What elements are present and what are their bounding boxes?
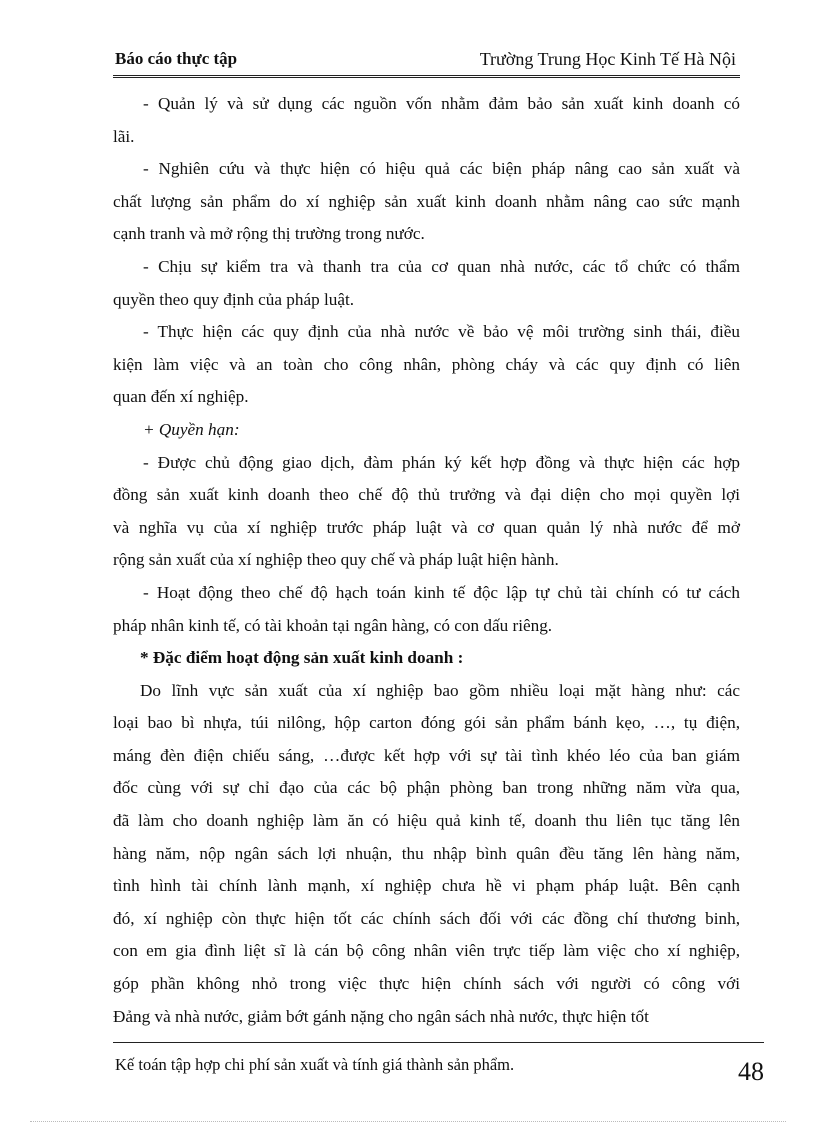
body-line: đó, xí nghiệp còn thực hiện tốt các chính sách đối với các đồng chí thương binh,: [113, 908, 740, 928]
body-line: máng đèn điện chiếu sáng, …được kết hợp với sự tài tình khéo léo của ban giám: [113, 745, 740, 765]
page-body: [113, 88, 740, 1033]
body-line: quan đến xí nghiệp.: [113, 387, 249, 407]
body-line: đốc cùng với sự chỉ đạo của các bộ phận phòng ban trong những năm vừa qua,: [113, 778, 740, 798]
body-line: quyền theo quy định của pháp luật.: [113, 289, 355, 309]
body-line: - Nghiên cứu và thực hiện có hiệu quả các biện pháp nâng cao sản xuất và: [143, 159, 740, 179]
body-line: lãi.: [113, 126, 135, 146]
body-line: loại bao bì nhựa, túi nilông, hộp carton đóng gói sản phẩm bánh kẹo, …, tụ điện,: [113, 713, 740, 733]
body-line: cạnh tranh và mở rộng thị trường trong nước.: [113, 224, 425, 244]
body-line: Đảng và nhà nước, giảm bớt gánh nặng cho ngân sách nhà nước, thực hiện tốt: [113, 1006, 649, 1026]
body-line: đồng sản xuất kinh doanh theo chế độ thủ trưởng và đại diện cho mọi quyền lợi: [113, 485, 740, 505]
body-line: góp phần không nhỏ trong việc thực hiện chính sách với người có công với: [113, 974, 740, 994]
body-line: - Thực hiện các quy định của nhà nước về bảo vệ môi trường sinh thái, điều: [143, 322, 740, 342]
body-line: pháp nhân kinh tế, có tài khoản tại ngân hàng, có con dấu riêng.: [113, 615, 553, 635]
body-line: và nghĩa vụ của xí nghiệp trước pháp luật và cơ quan quản lý nhà nước để mở: [113, 517, 740, 537]
header-school-name: Trường Trung Học Kinh Tế Hà Nội: [479, 49, 736, 69]
body-line: hàng năm, nộp ngân sách lợi nhuận, thu nhập bình quân đều tăng lên hàng năm,: [113, 843, 740, 863]
page-number: 48: [738, 1057, 764, 1086]
body-line: con em gia đình liệt sĩ là cán bộ công nhân viên trực tiếp làm việc cho xí nghiệp,: [113, 941, 740, 961]
footer-topic: Kế toán tập hợp chi phí sản xuất và tính giá thành sản phẩm.: [115, 1055, 515, 1074]
header-report-title: Báo cáo thực tập: [115, 49, 238, 68]
page-header: [113, 47, 740, 78]
page-footer: [113, 1042, 764, 1086]
body-line: - Được chủ động giao dịch, đàm phán ký kết hợp đồng và thực hiện các hợp: [143, 452, 740, 472]
page-bottom-dotted-rule: [30, 1121, 786, 1122]
section-heading-business-characteristics: * Đặc điểm hoạt động sản xuất kinh doanh :: [140, 648, 464, 668]
section-subheading-rights: + Quyền hạn:: [143, 419, 240, 439]
body-line: - Quản lý và sử dụng các nguồn vốn nhằm đảm bảo sản xuất kinh doanh có: [143, 94, 740, 113]
body-line: Do lĩnh vực sản xuất của xí nghiệp bao gồm nhiều loại mặt hàng như: các: [140, 680, 740, 700]
body-line: tình hình tài chính lành mạnh, xí nghiệp chưa hề vi phạm pháp luật. Bên cạnh: [113, 876, 740, 896]
body-line: đã làm cho doanh nghiệp làm ăn có hiệu quả kinh tế, doanh thu liên tục tăng lên: [113, 811, 740, 831]
body-line: rộng sản xuất của xí nghiệp theo quy chế và pháp luật hiện hành.: [113, 550, 559, 570]
body-line: chất lượng sản phẩm do xí nghiệp sản xuất kinh doanh nhằm nâng cao sức mạnh: [113, 191, 740, 211]
body-line: - Hoạt động theo chế độ hạch toán kinh tế độc lập tự chủ tài chính có tư cách: [143, 582, 740, 602]
body-line: kiện làm việc và an toàn cho công nhân, phòng cháy và các quy định có liên: [113, 354, 740, 374]
body-line: - Chịu sự kiểm tra và thanh tra của cơ quan nhà nước, các tổ chức có thẩm: [143, 256, 740, 276]
